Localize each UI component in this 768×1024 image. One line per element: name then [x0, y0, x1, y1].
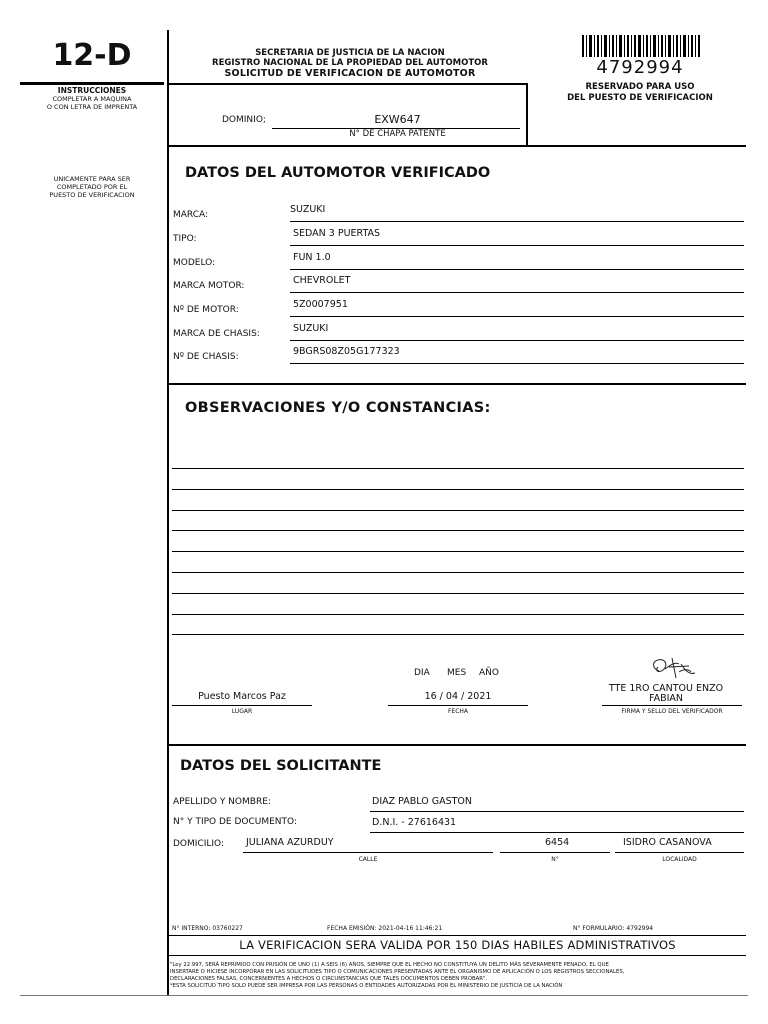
- header-underline: [169, 83, 527, 85]
- locality-line: [615, 852, 744, 853]
- form-number: N° FORMULARIO: 4792994: [573, 925, 654, 932]
- vehicle-top-border: [169, 145, 746, 147]
- marca-line: [290, 221, 744, 222]
- observation-line: [172, 489, 744, 490]
- place-value: Puesto Marcos Paz: [198, 691, 286, 702]
- observation-line: [172, 614, 744, 615]
- side-note-line3: PUESTO DE VERIFICACION: [49, 191, 135, 199]
- observations-title: OBSERVACIONES Y/O CONSTANCIAS:: [185, 400, 491, 416]
- numero-motor-line: [290, 316, 744, 317]
- numero-motor-label: Nº DE MOTOR:: [173, 305, 239, 315]
- tipo-line: [290, 245, 744, 246]
- barcode-number: 4792994: [596, 57, 684, 78]
- observation-line: [172, 572, 744, 573]
- marca-motor-label: MARCA MOTOR:: [173, 281, 245, 291]
- verifier-line1: TTE 1RO CANTOU ENZO: [608, 683, 724, 694]
- form-code: 12-D: [52, 38, 132, 73]
- barcode-icon: [582, 35, 700, 57]
- name-label: APELLIDO Y NOMBRE:: [173, 797, 271, 807]
- marca-chasis-label: MARCA DE CHASIS:: [173, 329, 260, 339]
- vehicle-title: DATOS DEL AUTOMOTOR VERIFICADO: [185, 165, 491, 181]
- marca-motor-line: [290, 292, 744, 293]
- validity-bottom-line: [169, 955, 746, 956]
- date-caption: FECHA: [447, 708, 469, 715]
- footer-bottom-line: [20, 995, 748, 996]
- document-value: D.N.I. - 27616431: [372, 817, 457, 828]
- observation-line: [172, 551, 744, 552]
- main-divider: [167, 30, 169, 995]
- street-caption: CALLE: [358, 856, 378, 863]
- applicant-title: DATOS DEL SOLICITANTE: [180, 758, 382, 774]
- side-note-line2: COMPLETADO POR EL: [56, 183, 128, 191]
- document-line: [370, 832, 744, 833]
- place-line: [172, 705, 312, 706]
- date-header-day: DIA: [414, 668, 430, 678]
- date-value: 16 / 04 / 2021: [424, 691, 492, 702]
- tipo-value: SEDAN 3 PUERTAS: [293, 228, 381, 239]
- verifier-line2: FABIAN: [648, 693, 683, 704]
- locality-caption: LOCALIDAD: [662, 856, 697, 863]
- observation-line: [172, 593, 744, 594]
- dominio-value: EXW647: [374, 113, 421, 126]
- header-line1: SECRETARIA DE JUSTICIA DE LA NACION: [255, 48, 445, 58]
- validity-top-line: [169, 935, 746, 936]
- locality-value: ISIDRO CASANOVA: [623, 837, 712, 848]
- document-label: N° Y TIPO DE DOCUMENTO:: [173, 817, 297, 827]
- number-caption: N°: [551, 856, 559, 863]
- legal-line3: DECLARACIONES FALSAS, CONCERNIENTES A HECHOS O CIRCUNSTANCIAS QUE TALES DOCUMENTOS DEBEN PROBAR".: [170, 976, 488, 982]
- tipo-label: TIPO:: [173, 234, 197, 244]
- validity-notice: LA VERIFICACION SERA VALIDA POR 150 DIAS HABILES ADMINISTRATIVOS: [239, 938, 676, 952]
- marca-chasis-value: SUZUKI: [293, 323, 329, 334]
- numero-motor-value: 5Z0007951: [293, 299, 348, 310]
- dominio-caption: N° DE CHAPA PATENTE: [349, 129, 446, 139]
- verifier-line: [602, 705, 742, 706]
- marca-label: MARCA:: [173, 210, 209, 220]
- place-caption: LUGAR: [231, 708, 253, 715]
- modelo-line: [290, 269, 744, 270]
- numero-chasis-line: [290, 363, 744, 364]
- instructions-title: INSTRUCCIONES: [57, 86, 127, 95]
- street-line: [243, 852, 493, 853]
- reserved-line2: DEL PUESTO DE VERIFICACION: [567, 93, 713, 103]
- legal-line2: INSERTARE O HICIESE INCORPORAR EN LAS SOLICITUDES TIPO O COMUNICACIONES PRESENTADAS ANTE EL ORGANISMO DE APLICACIÓN O LOS REGISTROS SECCIONALES,: [170, 969, 625, 975]
- observations-top-border: [169, 383, 746, 385]
- emission-date: FECHA EMISIÓN: 2021-04-16 11:46:21: [327, 925, 443, 932]
- internal-number: N° INTERNO: 03760227: [172, 925, 243, 932]
- modelo-label: MODELO:: [173, 258, 216, 268]
- instructions-line1: COMPLETAR A MAQUINA: [52, 95, 132, 103]
- instructions-line2: O CON LETRA DE IMPRENTA: [46, 103, 138, 111]
- reserved-line1: RESERVADO PARA USO: [585, 82, 695, 92]
- numero-chasis-value: 9BGRS08Z05G177323: [293, 346, 400, 357]
- numero-chasis-label: Nº DE CHASIS:: [173, 352, 239, 362]
- verifier-caption: FIRMA Y SELLO DEL VERIFICADOR: [621, 708, 723, 715]
- address-label: DOMICILIO:: [173, 839, 224, 849]
- header-line2: REGISTRO NACIONAL DE LA PROPIEDAD DEL AUTOMOTOR: [212, 58, 488, 68]
- observation-line: [172, 468, 744, 469]
- name-value: DIAZ PABLO GASTON: [372, 796, 473, 807]
- legal-line4: *ESTA SOLICITUD TIPO SOLO PUEDE SER IMPRESA POR LAS PERSONAS O ENTIDADES AUTORIZADAS POR EL MINISTERIO DE JUSTICIA DE LA NACIÓN: [170, 983, 563, 989]
- number-line: [500, 852, 610, 853]
- form-code-underline: [20, 82, 164, 85]
- modelo-value: FUN 1.0: [293, 252, 331, 263]
- side-note-line1: UNICAMENTE PARA SER: [53, 175, 131, 183]
- street-value: JULIANA AZURDUY: [246, 837, 334, 848]
- name-line: [370, 811, 744, 812]
- marca-value: SUZUKI: [290, 204, 326, 215]
- marca-motor-value: CHEVROLET: [293, 275, 351, 286]
- applicant-top-border: [169, 744, 746, 746]
- observation-line: [172, 530, 744, 531]
- date-header-month: MES: [447, 668, 467, 678]
- dominio-label: DOMINIO;: [222, 115, 266, 125]
- date-line: [388, 705, 528, 706]
- number-value: 6454: [545, 837, 570, 848]
- legal-line1: "Ley 22.997, SERÁ REPRIMIDO CON PRISIÓN DE UNO (1) A SEIS (6) AÑOS, SIEMPRE QUE EL HECHO NO CONSTITUYA UN DELITO MÁS SEVERAMENTE PENADO, EL QUE: [170, 962, 609, 968]
- header-line3: SOLICITUD DE VERIFICACION DE AUTOMOTOR: [224, 68, 476, 79]
- marca-chasis-line: [290, 340, 744, 341]
- signature-icon: [645, 655, 701, 681]
- observation-line: [172, 510, 744, 511]
- observation-line: [172, 634, 744, 635]
- date-header-year: AÑO: [479, 668, 499, 678]
- header-right-border: [526, 83, 528, 145]
